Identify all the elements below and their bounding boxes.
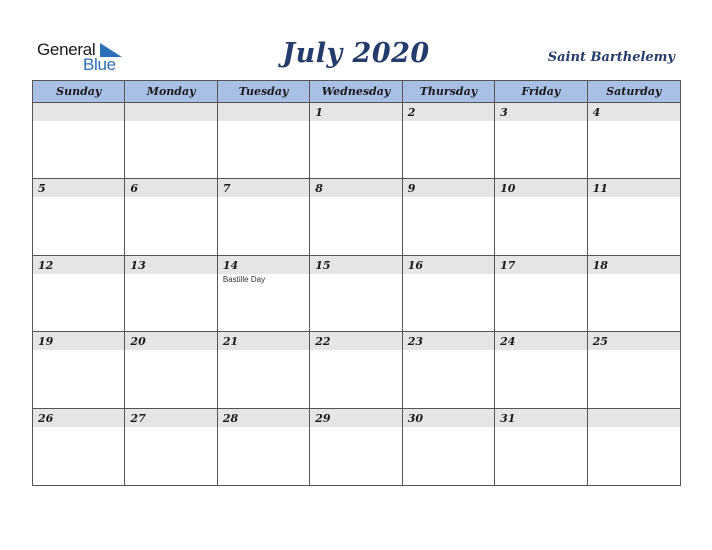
day-cell xyxy=(588,103,680,179)
day-cell xyxy=(495,256,587,332)
day-number: 24 xyxy=(500,335,516,349)
day-cell-band xyxy=(33,179,124,197)
weekday-header-saturday: Saturday xyxy=(588,81,680,103)
day-number: 27 xyxy=(130,411,146,425)
day-number: 26 xyxy=(38,411,54,425)
day-cell xyxy=(125,409,217,485)
day-number: 20 xyxy=(130,335,146,349)
day-cell xyxy=(588,179,680,255)
day-number: 28 xyxy=(222,411,239,425)
day-number: 14 xyxy=(222,258,239,272)
day-cell xyxy=(495,103,587,179)
day-cell-band xyxy=(310,103,401,121)
logo-general-text: General xyxy=(37,40,96,59)
day-cell xyxy=(310,256,402,332)
day-cell-band xyxy=(403,103,494,121)
day-cell xyxy=(310,179,402,255)
country-label: Saint Barthelemy xyxy=(547,50,675,65)
day-cell-band xyxy=(218,103,309,121)
day-number: 25 xyxy=(592,335,608,349)
day-number: 21 xyxy=(222,335,239,349)
day-cell xyxy=(310,409,402,485)
day-number: 4 xyxy=(592,106,601,119)
day-number: 17 xyxy=(500,258,516,272)
day-cell-band xyxy=(495,103,586,121)
weekday-header-sunday: Sunday xyxy=(33,81,125,103)
day-number: 31 xyxy=(500,411,516,425)
day-number: 12 xyxy=(38,258,54,272)
day-cell xyxy=(125,256,217,332)
day-cell xyxy=(403,332,495,408)
day-cell xyxy=(33,103,125,179)
holiday-label: Bastille Day xyxy=(222,274,266,284)
day-cell xyxy=(495,409,587,485)
day-cell xyxy=(218,332,310,408)
weekday-header-monday: Monday xyxy=(125,81,217,103)
day-cell xyxy=(403,103,495,179)
day-cell-band xyxy=(588,409,680,427)
day-number: 30 xyxy=(407,411,424,425)
day-number: 22 xyxy=(315,335,331,349)
day-cell xyxy=(33,409,125,485)
day-cell xyxy=(218,256,310,332)
day-cell xyxy=(588,409,680,485)
weekday-header-thursday: Thursday xyxy=(403,81,495,103)
day-number: 19 xyxy=(38,335,54,349)
day-number: 6 xyxy=(130,182,139,196)
day-cell-band xyxy=(310,179,401,197)
day-cell xyxy=(495,179,587,255)
day-cell xyxy=(588,256,680,332)
day-cell xyxy=(403,409,495,485)
day-cell xyxy=(125,103,217,179)
day-cell xyxy=(218,179,310,255)
day-cell-band xyxy=(125,103,216,121)
day-cell-band xyxy=(125,179,216,197)
day-cell-band xyxy=(218,179,309,197)
day-cell-band xyxy=(588,103,680,121)
day-number: 2 xyxy=(407,106,416,119)
weekday-header-friday: Friday xyxy=(495,81,587,103)
day-number: 15 xyxy=(315,258,331,272)
day-number: 1 xyxy=(315,106,323,119)
day-cell xyxy=(218,103,310,179)
weekday-header-wednesday: Wednesday xyxy=(310,81,402,103)
day-cell xyxy=(33,332,125,408)
day-cell xyxy=(125,332,217,408)
day-number: 8 xyxy=(315,182,323,196)
day-number: 23 xyxy=(407,335,424,349)
day-number: 18 xyxy=(592,258,608,272)
day-number: 3 xyxy=(500,106,508,119)
day-cell xyxy=(310,103,402,179)
day-number: 11 xyxy=(592,182,608,196)
day-number: 10 xyxy=(500,182,516,196)
day-number: 29 xyxy=(315,411,331,425)
logo-blue-text: Blue xyxy=(83,55,116,74)
calendar-title: July 2020 xyxy=(282,38,430,69)
day-cell xyxy=(403,256,495,332)
calendar-grid xyxy=(32,80,681,486)
day-cell xyxy=(33,179,125,255)
day-cell xyxy=(495,332,587,408)
day-cell xyxy=(33,256,125,332)
day-number: 13 xyxy=(130,258,146,272)
day-number: 5 xyxy=(38,182,46,196)
day-cell xyxy=(588,332,680,408)
day-number: 9 xyxy=(407,182,416,196)
day-cell xyxy=(125,179,217,255)
weekday-header-tuesday: Tuesday xyxy=(218,81,310,103)
day-cell-band xyxy=(403,179,494,197)
day-cell xyxy=(403,179,495,255)
day-number: 7 xyxy=(222,182,231,196)
day-cell xyxy=(310,332,402,408)
day-cell xyxy=(218,409,310,485)
day-number: 16 xyxy=(407,258,424,272)
day-cell-band xyxy=(33,103,124,121)
